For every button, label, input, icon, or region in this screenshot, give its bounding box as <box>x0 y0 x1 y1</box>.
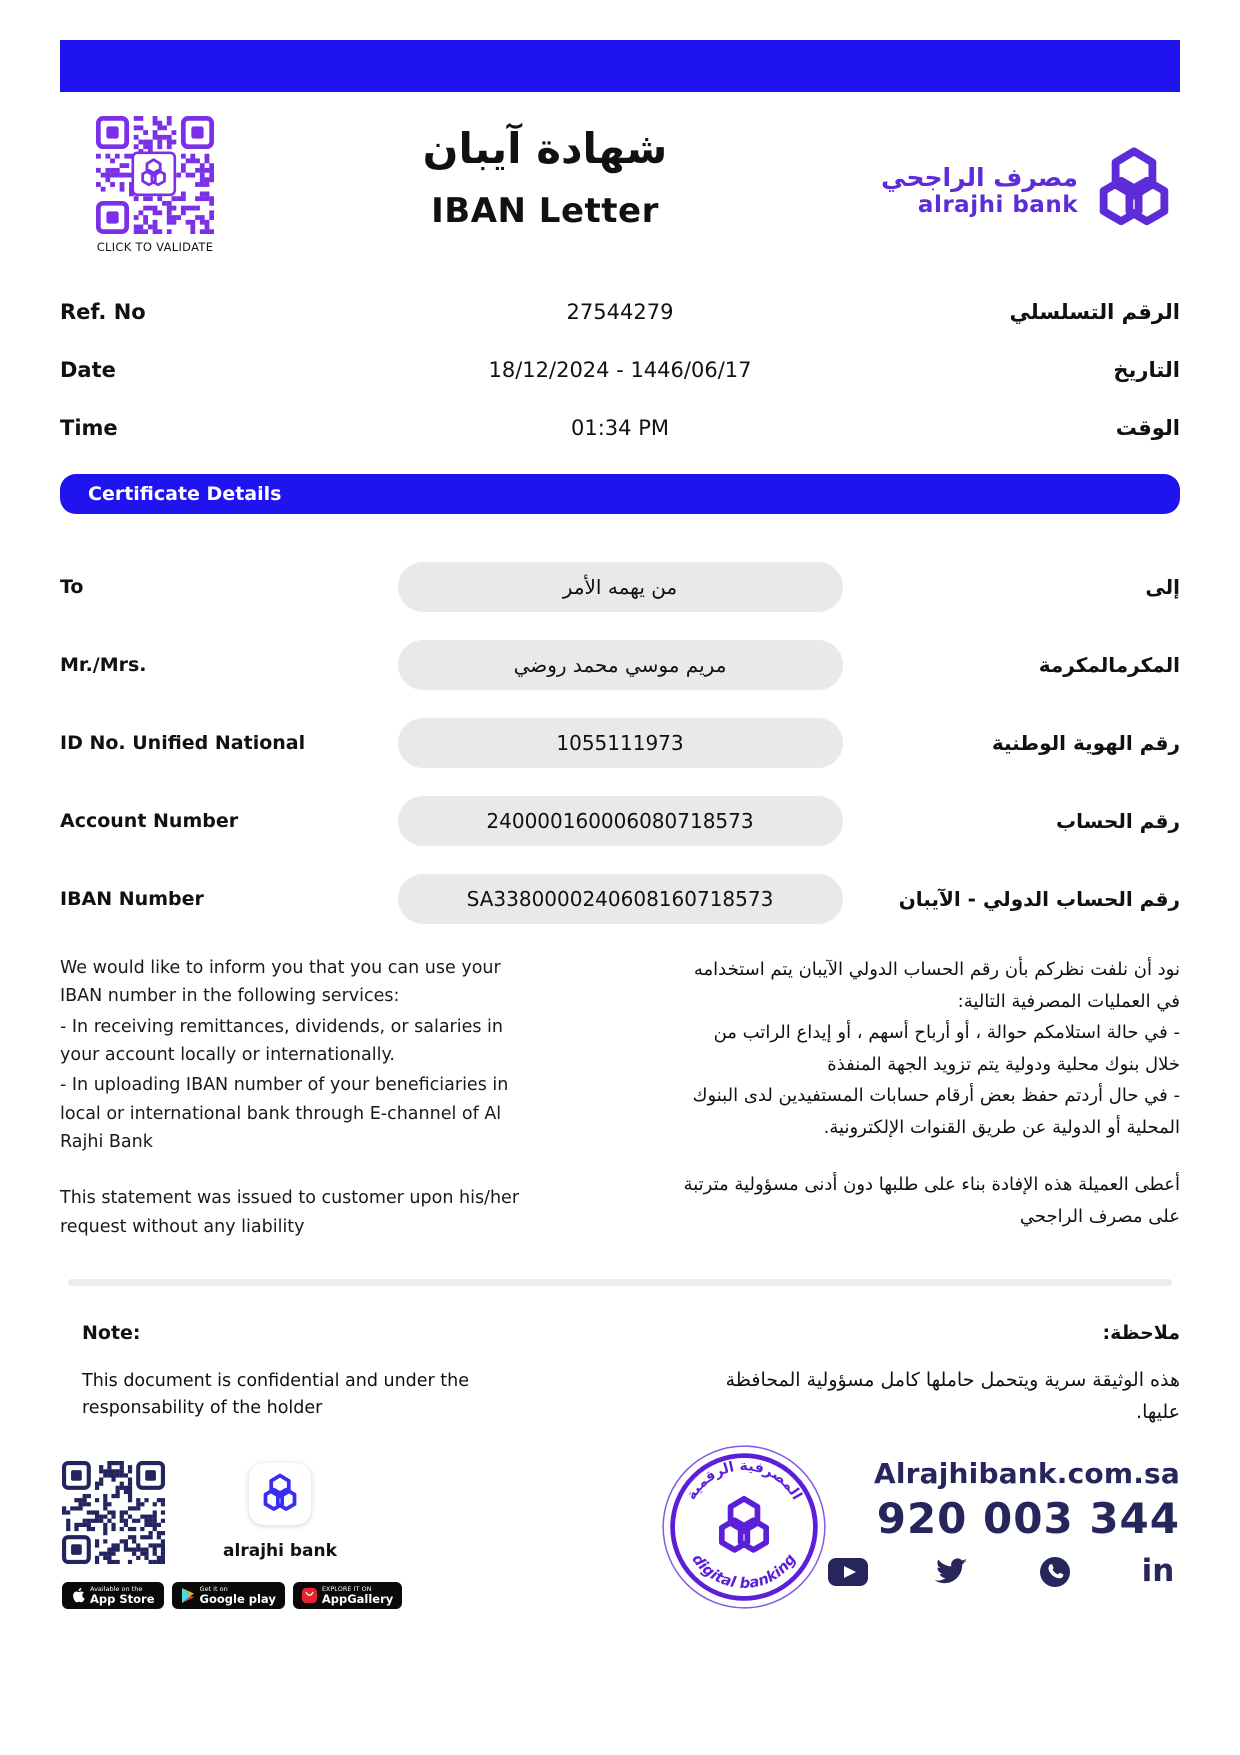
certificate-details-header <box>60 474 1180 514</box>
date-label: Date <box>60 358 116 382</box>
bank-name-english: alrajhi bank <box>917 191 1078 218</box>
bank-emblem-icon <box>258 1472 302 1516</box>
top-banner <box>60 40 1180 92</box>
iban-number-label-arabic: رقم الحساب الدولي - الآيبان <box>898 887 1180 911</box>
website-link[interactable]: Alrajhibank.com.sa <box>873 1456 1180 1490</box>
meta-row-time <box>60 416 1180 440</box>
badge-top-text: Get it on <box>199 1584 228 1593</box>
account-number-value: 240000160006080718573 <box>398 796 843 846</box>
digital-banking-seal <box>660 1443 828 1611</box>
date-label-arabic: التاريخ <box>1113 358 1180 382</box>
qr-caption[interactable]: CLICK TO VALIDATE <box>96 240 214 254</box>
google-play-icon <box>181 1588 195 1603</box>
bank-name-arabic: مصرف الراجحي <box>881 162 1078 192</box>
bank-logo-text <box>881 163 1078 218</box>
page-title-arabic: شهادة آيبان <box>422 124 668 173</box>
appgallery-icon <box>302 1588 317 1603</box>
info-en-line: - In receiving remittances, dividends, or salaries in your account locally or internationally. <box>60 1016 504 1066</box>
to-label-arabic: إلى <box>1145 575 1180 599</box>
id-no-value: 1055111973 <box>398 718 843 768</box>
badge-bottom-text: App Store <box>90 1591 155 1606</box>
bank-app-chip <box>220 1463 340 1561</box>
info-text-arabic <box>680 954 1180 1243</box>
badge-bottom-text: Google play <box>199 1591 276 1606</box>
info-en-footer: This statement was issued to customer upon his/her request without any liability <box>60 1188 520 1237</box>
appgallery-badge[interactable] <box>293 1582 402 1609</box>
badge-bottom-text: AppGallery <box>321 1591 394 1606</box>
badge-top-text: EXPLORE IT ON <box>321 1584 372 1593</box>
page-title-english: IBAN Letter <box>431 191 659 231</box>
bank-app-icon <box>249 1463 311 1525</box>
account-number-label: Account Number <box>60 810 239 832</box>
ref-no-label: Ref. No <box>60 300 146 324</box>
meta-row-ref <box>60 300 1180 324</box>
validation-qr-code[interactable] <box>96 116 214 234</box>
detail-row-to <box>60 562 1180 612</box>
info-ar-line: نود أن نلفت نظركم بأن رقم الحساب الدولي الآيبان يتم استخدامه في العمليات المصرفية التالية: <box>693 959 1180 1012</box>
badge-top-text: Available on the <box>90 1584 143 1593</box>
account-number-label-arabic: رقم الحساب <box>1056 809 1180 833</box>
linkedin-label: in <box>1141 1553 1175 1590</box>
iban-number-label: IBAN Number <box>60 888 204 910</box>
certificate-details-title: Certificate Details <box>88 483 282 505</box>
detail-row-name <box>60 640 1180 690</box>
time-label-arabic: الوقت <box>1115 416 1180 440</box>
bank-logo <box>850 116 1180 236</box>
info-text-english <box>60 954 530 1243</box>
contact-block <box>820 1457 1180 1589</box>
title-block <box>240 116 850 231</box>
youtube-icon[interactable] <box>826 1555 870 1589</box>
date-value: 18/12/2024 - 1446/06/17 <box>488 358 752 382</box>
note-label: Note: <box>82 1322 141 1345</box>
info-ar-footer: أعطى العميلة هذه الإفادة بناء على طلبها دون أدنى مسؤولية مترتبة على مصرف الراجحي <box>683 1174 1180 1227</box>
google-play-badge[interactable] <box>172 1582 285 1609</box>
twitter-icon[interactable] <box>929 1555 973 1589</box>
seal-text-arabic: المصرفية الرقمية <box>683 1457 805 1503</box>
meta-section <box>60 300 1180 440</box>
info-en-line: We would like to inform you that you can use your IBAN number in the following services: <box>60 958 501 1007</box>
mr-mrs-label-arabic: المكرمالمكرمة <box>1038 653 1180 677</box>
certificate-details-section <box>60 562 1180 924</box>
id-no-label: ID No. Unified National <box>60 732 306 754</box>
info-section <box>60 954 1180 1243</box>
section-divider <box>68 1279 1172 1286</box>
seal-text-english: digital banking <box>688 1550 800 1592</box>
validation-qr-block[interactable] <box>60 116 240 254</box>
to-value: من يهمه الأمر <box>398 562 843 612</box>
document-header <box>60 116 1180 266</box>
time-label: Time <box>60 416 118 440</box>
document-footer <box>60 1457 1180 1677</box>
info-ar-line: - في حال أردتم حفظ بعض أرقام حسابات المستفيدين لدى البنوك المحلية أو الدولية عن طريق القنوات الإلكترونية. <box>692 1085 1180 1138</box>
mr-mrs-label: Mr./Mrs. <box>60 654 147 676</box>
bank-emblem-icon <box>1088 144 1180 236</box>
bank-app-name: alrajhi bank <box>223 1540 337 1561</box>
detail-row-account <box>60 796 1180 846</box>
info-en-line: - In uploading IBAN number of your beneficiaries in local or international bank through E-channel of Al Rajhi Bank <box>60 1075 509 1153</box>
social-icons-row <box>820 1555 1180 1589</box>
info-ar-line: - في حالة استلامكم حوالة ، أو أرباح أسهم ، أو إيداع الراتب من خلال بنوك محلية ودولية يتم تزويد الجهة المنفذة <box>713 1022 1180 1075</box>
whatsapp-icon[interactable] <box>1033 1555 1077 1589</box>
phone-number: 920 003 344 <box>876 1493 1180 1543</box>
ref-no-value: 27544279 <box>566 300 674 324</box>
note-text-english: This document is confidential and under the responsability of the holder <box>82 1371 470 1419</box>
ref-no-label-arabic: الرقم التسلسلي <box>1009 300 1180 324</box>
footer-qr-code <box>62 1461 165 1564</box>
detail-row-id <box>60 718 1180 768</box>
note-label-arabic: ملاحظة: <box>1102 1322 1180 1345</box>
time-value: 01:34 PM <box>571 416 669 440</box>
id-no-label-arabic: رقم الهوية الوطنية <box>991 731 1180 755</box>
to-label: To <box>60 576 84 598</box>
iban-number-value: SA3380000240608160718573 <box>398 874 843 924</box>
detail-row-iban <box>60 874 1180 924</box>
meta-row-date <box>60 358 1180 382</box>
note-section <box>60 1322 1180 1429</box>
store-badges <box>62 1582 402 1609</box>
app-store-badge[interactable] <box>62 1582 164 1609</box>
apple-icon <box>71 1587 85 1603</box>
linkedin-icon[interactable] <box>1136 1555 1180 1589</box>
customer-name-value: مريم موسي محمد روضي <box>398 640 843 690</box>
note-text-arabic: هذه الوثيقة سرية ويتحمل حاملها كامل مسؤولية المحافظة عليها. <box>725 1369 1180 1424</box>
